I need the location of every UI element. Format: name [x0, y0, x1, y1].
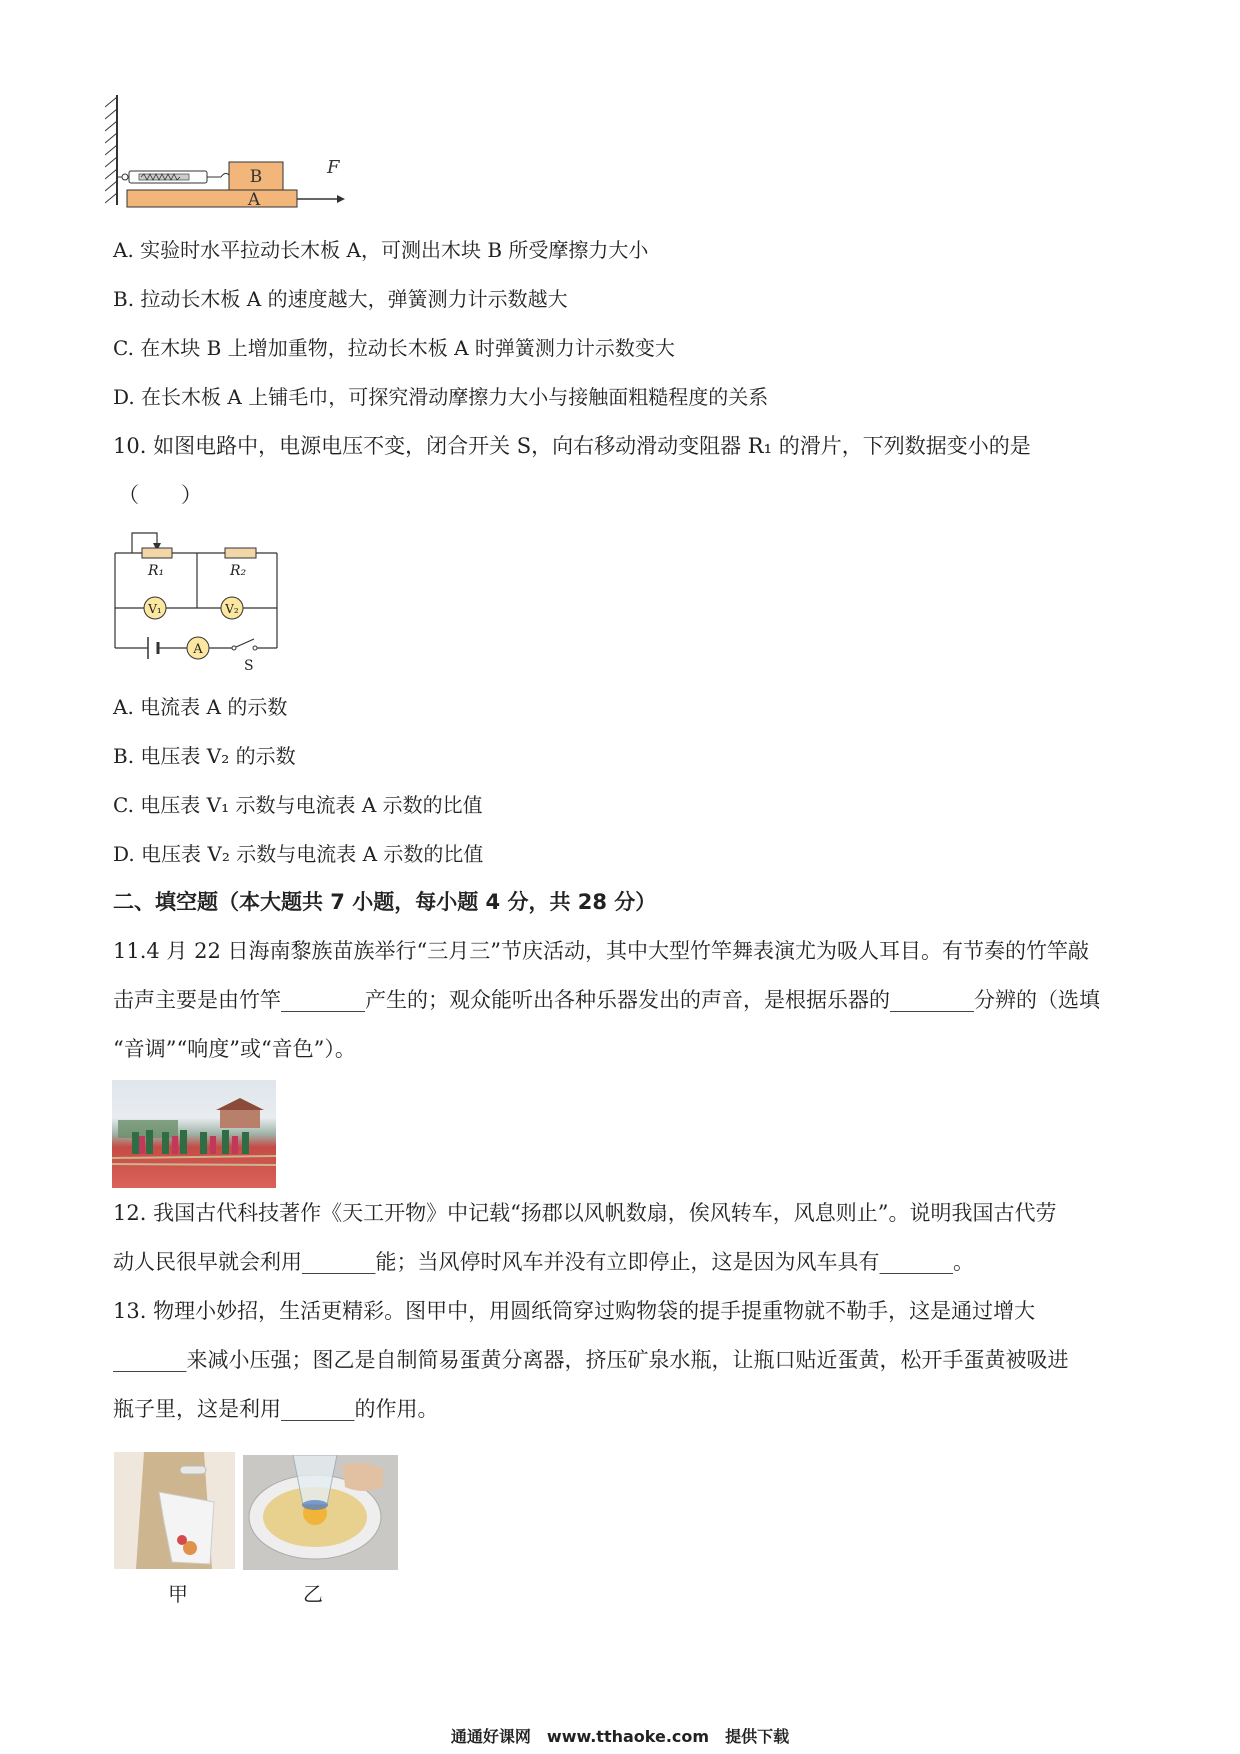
q12-line-2: 动人民很早就会利用_______能；当风停时风车并没有立即停止，这是因为风车具有_______。	[113, 1250, 974, 1274]
q10-option-c: C. 电压表 V₁ 示数与电流表 A 示数的比值	[113, 793, 483, 817]
q13-line-2: _______来减小压强；图乙是自制简易蛋黄分离器，挤压矿泉水瓶，让瓶口贴近蛋黄，松开手蛋黄被吸进	[113, 1348, 1069, 1372]
q10-answer-paren: （ ）	[118, 483, 202, 507]
r1-label: R₁	[148, 563, 165, 579]
q11-line-1: 11.4 月 22 日海南黎族苗族举行“三月三”节庆活动，其中大型竹竿舞表演尤为吸人耳目。有节奏的竹竿敲	[113, 939, 1089, 963]
q10-option-b: B. 电压表 V₂ 的示数	[113, 744, 296, 768]
switch-label: S	[244, 658, 254, 673]
q10-stem: 10. 如图电路中，电源电压不变，闭合开关 S，向右移动滑动变阻器 R₁ 的滑片，下列数据变小的是	[113, 434, 1031, 458]
q9-option-d: D. 在长木板 A 上铺毛巾，可探究滑动摩擦力大小与接触面粗糙程度的关系	[113, 385, 769, 409]
block-b-label: B	[249, 167, 263, 187]
q13-line-3: 瓶子里，这是利用_______的作用。	[113, 1397, 439, 1421]
v1-label: V₁	[148, 602, 162, 616]
shopping-bag-photo	[114, 1452, 235, 1569]
section-heading: 二、填空题（本大题共 7 小题，每小题 4 分，共 28 分）	[113, 890, 657, 914]
egg-separator-photo	[243, 1455, 398, 1570]
r2-label: R₂	[230, 563, 247, 579]
q11-line-2: 击声主要是由竹竿________产生的；观众能听出各种乐器发出的声音，是根据乐器的________分辨的（选填	[113, 988, 1100, 1012]
caption-jia: 甲	[168, 1582, 188, 1606]
v2-label: V₂	[225, 602, 239, 616]
q10-option-a: A. 电流表 A 的示数	[113, 695, 288, 719]
q13-line-1: 13. 物理小妙招，生活更精彩。图甲中，用圆纸筒穿过购物袋的提手提重物就不勒手，这是通过增大	[113, 1299, 1036, 1323]
force-f-label: F	[327, 157, 340, 178]
caption-yi: 乙	[303, 1582, 323, 1606]
q12-line-1: 12. 我国古代科技著作《天工开物》中记载“扬郡以风帆数扇，俟风转车，风息则止”。说明我国古代劳	[113, 1201, 1057, 1225]
bamboo-dance-photo	[112, 1080, 276, 1188]
q9-option-c: C. 在木块 B 上增加重物，拉动长木板 A 时弹簧测力计示数变大	[113, 336, 675, 360]
q11-line-3: “音调”“响度”或“音色”）。	[113, 1037, 356, 1061]
q10-option-d: D. 电压表 V₂ 示数与电流表 A 示数的比值	[113, 842, 484, 866]
ammeter-label: A	[193, 642, 203, 657]
footer-source: 通通好课网 www.tthaoke.com 提供下载	[450, 1727, 790, 1746]
q9-option-a: A. 实验时水平拉动长木板 A，可测出木块 B 所受摩擦力大小	[113, 238, 649, 262]
q9-option-b: B. 拉动长木板 A 的速度越大，弹簧测力计示数越大	[113, 287, 568, 311]
board-a-label: A	[247, 190, 261, 210]
circuit-diagram	[110, 525, 290, 673]
friction-experiment-figure	[105, 95, 395, 220]
